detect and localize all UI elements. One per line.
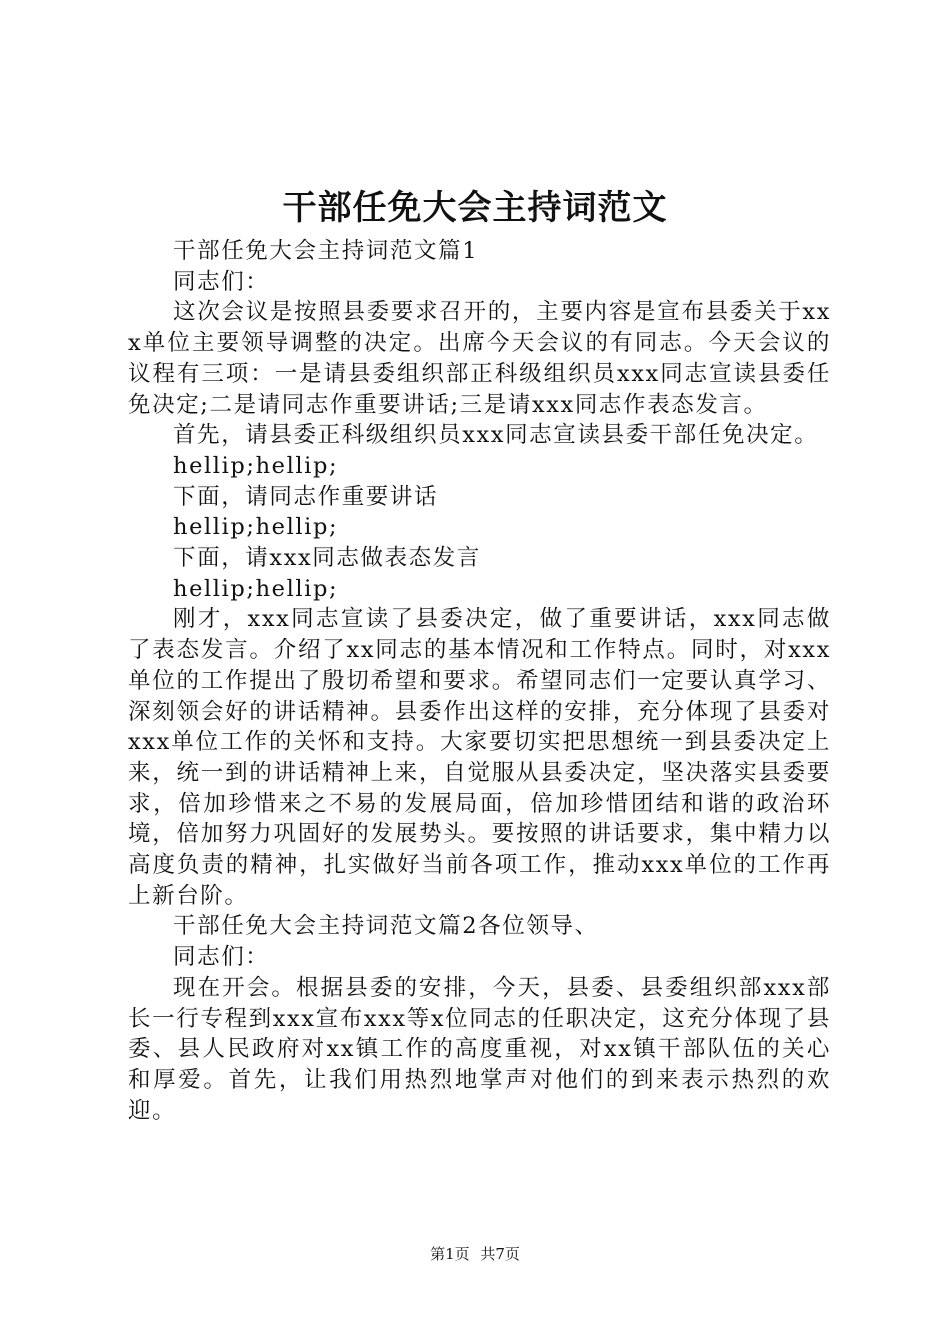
- page-footer: [0, 1243, 950, 1265]
- ellipsis-line: hellip;hellip;: [173, 514, 339, 541]
- salutation: 同志们：: [173, 268, 270, 295]
- section-heading-2: 干部任免大会主持词范文篇2各位领导、: [173, 913, 599, 940]
- document-body: [128, 236, 831, 1126]
- paragraph: 下面，请同志作重要讲话: [173, 483, 439, 510]
- paragraph: 现在开会。根据县委的安排，今天，县委、县委组织部xxx部长一行专程到xxx宣布xxx等x位同志的任职决定，这充分体现了县委、县人民政府对xx镇工作的高度重视，对xx镇干部队伍的关心和厚爱。首先，让我们用热烈地掌声对他们的到来表示热烈的欢迎。: [128, 974, 831, 1124]
- ellipsis-line: hellip;hellip;: [173, 575, 339, 602]
- section-heading-1: 干部任免大会主持词范文篇1: [173, 238, 479, 264]
- paragraph: 刚才，xxx同志宣读了县委决定，做了重要讲话，xxx同志做了表态发言。介绍了xx同志的基本情况和工作特点。同时，对xxx单位的工作提出了殷切希望和要求。希望同志们一定要认真学习、深刻领会好的讲话精神。县委作出这样的安排，充分体现了县委对xxx单位工作的关怀和支持。大家要切实把思想统一到县委决定上来，统一到的讲话精神上来，自觉服从县委决定，坚决落实县委要求，倍加珍惜来之不易的发展局面，倍加珍惜团结和谐的政治环境，倍加努力巩固好的发展势头。要按照的讲话要求，集中精力以高度负责的精神，扎实做好当前各项工作，推动xxx单位的工作再上新台阶。: [128, 606, 831, 909]
- ellipsis-line: hellip;hellip;: [173, 452, 339, 479]
- page-number: 第1页: [430, 1245, 470, 1263]
- document-title: 干部任免大会主持词范文: [282, 188, 668, 228]
- paragraph: 这次会议是按照县委要求召开的，主要内容是宣布县委关于xxx单位主要领导调整的决定。出席今天会议的有同志。今天会议的议程有三项：一是请县委组织部正科级组织员xxx同志宣读县委任免决定;二是请同志作重要讲话;三是请xxx同志作表态发言。: [128, 299, 831, 418]
- page-total: 共7页: [480, 1245, 520, 1263]
- paragraph: 首先，请县委正科级组织员xxx同志宣读县委干部任免决定。: [173, 422, 819, 449]
- salutation: 同志们：: [173, 944, 270, 971]
- paragraph: 下面，请xxx同志做表态发言: [173, 545, 481, 572]
